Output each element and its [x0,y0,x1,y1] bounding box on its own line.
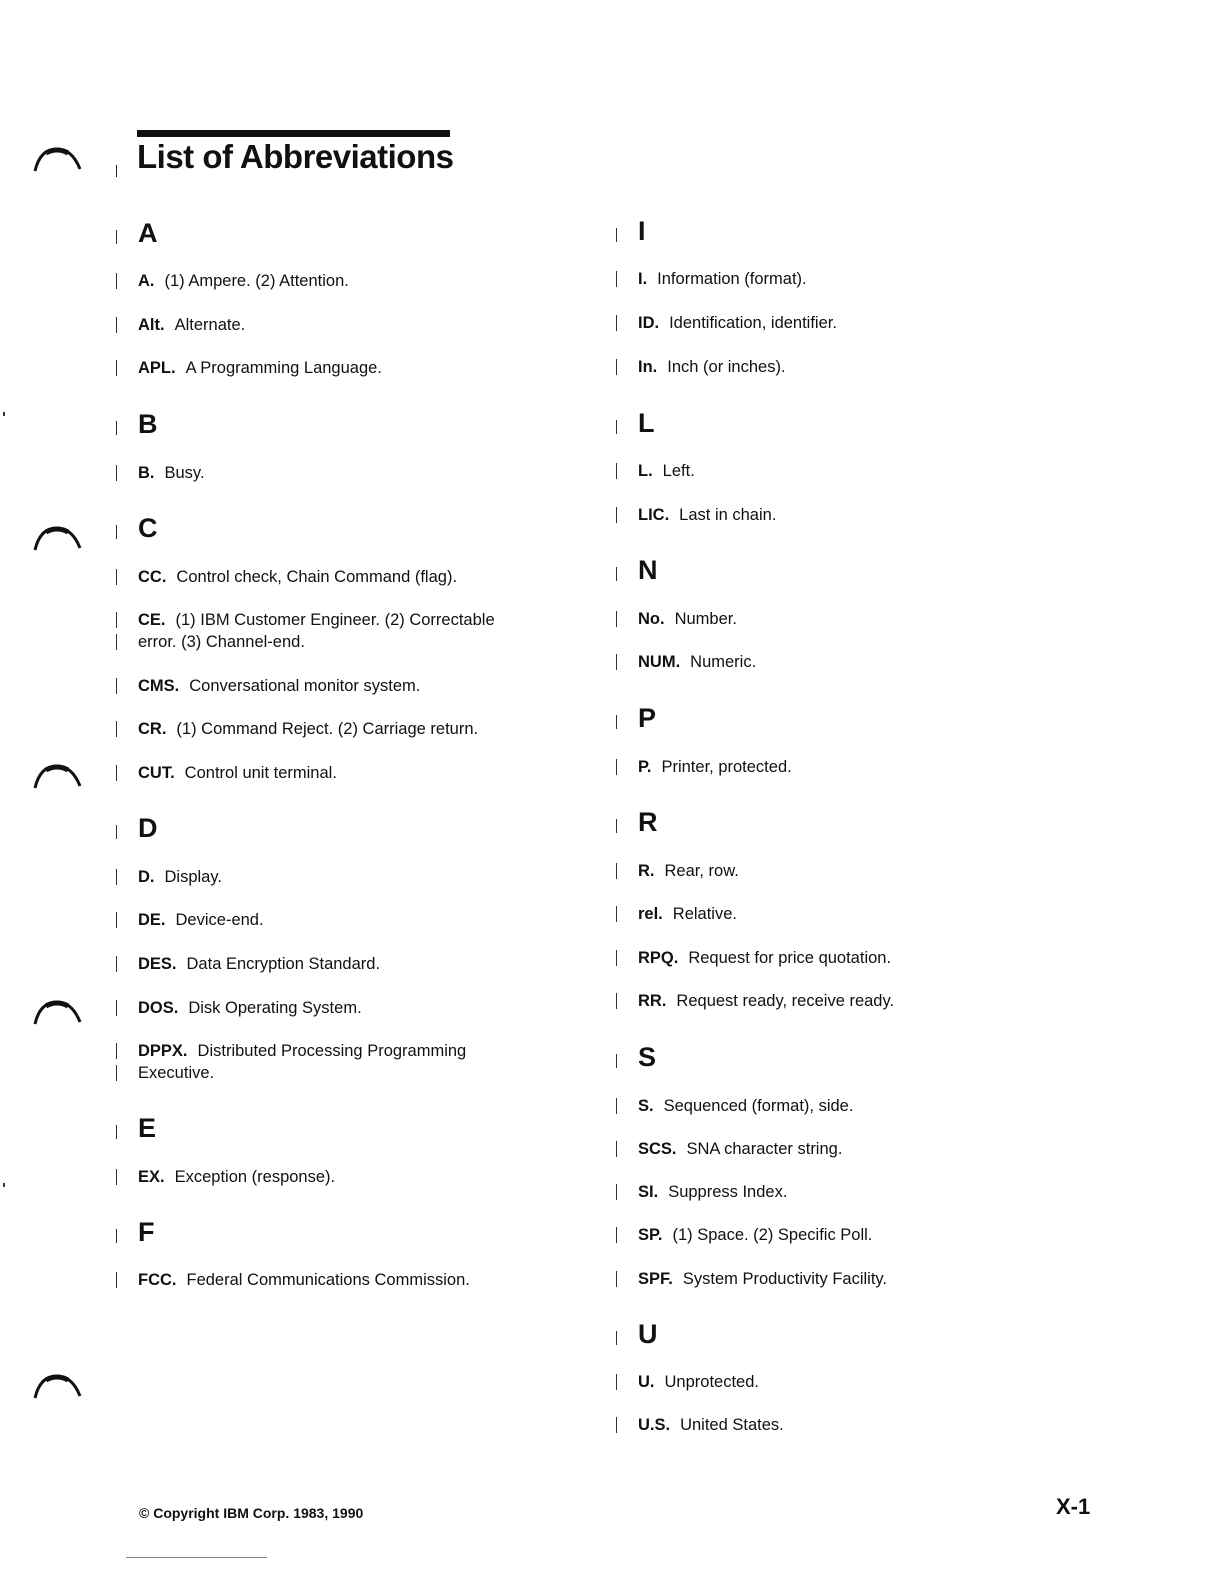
abbreviation-term: DES. [138,955,177,973]
section-letter: I [638,216,646,246]
abbreviation-definition: Executive. [138,1064,215,1082]
abbreviation-definition: Control unit terminal. [184,764,337,782]
section-letter: N [638,555,658,585]
abbreviation-definition: Federal Communications Commission. [186,1271,470,1289]
revision-bar [616,863,617,879]
abbreviation-term: Alt. [138,316,165,334]
revision-bar [616,759,617,775]
abbreviation-term: CUT. [138,764,175,782]
abbreviation-entry [638,1095,853,1117]
revision-bar [616,993,617,1009]
abbreviation-term: NUM. [638,653,681,671]
abbreviation-term: S. [638,1097,654,1115]
abbreviation-term: DOS. [138,999,179,1017]
punch-hole-mark [32,143,82,173]
revision-bar [116,230,117,244]
abbreviation-entry [138,631,305,653]
abbreviation-entry [138,1166,335,1188]
abbreviation-entry [638,756,792,778]
abbreviation-definition: Identification, identifier. [669,314,837,332]
abbreviation-term: RPQ. [638,949,679,967]
revision-bar [116,421,117,435]
revision-bar [116,317,117,333]
section-letter: S [638,1042,657,1072]
abbreviation-term: In. [638,358,658,376]
revision-bar [616,611,617,627]
revision-bar [616,463,617,479]
abbreviation-term: SPF. [638,1270,673,1288]
revision-bar [116,1000,117,1016]
section-letter: A [138,218,158,248]
abbreviation-entry [138,314,245,336]
abbreviation-term: SI. [638,1183,659,1201]
abbreviation-term: RR. [638,992,667,1010]
abbreviation-definition: Distributed Processing Programming [197,1042,467,1060]
abbreviation-definition: Alternate. [174,316,246,334]
abbreviation-entry [138,718,478,740]
abbreviation-definition: error. (3) Channel-end. [138,633,305,651]
revision-bar [616,1098,617,1114]
abbreviation-entry [138,762,337,784]
page-number: X-1 [1056,1494,1091,1519]
revision-bar [116,1272,117,1288]
abbreviation-term: LIC. [638,506,670,524]
revision-bar [616,654,617,670]
revision-bar [116,825,117,839]
revision-bar [616,1054,617,1068]
abbreviation-term: ID. [638,314,660,332]
abbreviation-definition: United States. [680,1416,784,1434]
revision-bar [116,956,117,972]
abbreviation-definition: (1) IBM Customer Engineer. (2) Correctable [175,611,495,629]
abbreviation-definition: Inch (or inches). [667,358,786,376]
abbreviation-definition: Left. [662,462,695,480]
abbreviation-definition: Exception (response). [174,1168,336,1186]
abbreviation-term: B. [138,464,155,482]
scan-speck [3,1183,5,1187]
abbreviation-definition: Request ready, receive ready. [676,992,895,1010]
revision-bar [616,567,617,581]
revision-bar [116,678,117,694]
abbreviation-entry [138,566,457,588]
abbreviation-term: SCS. [638,1140,677,1158]
revision-bar [616,1374,617,1390]
abbreviation-term: CC. [138,568,167,586]
abbreviation-definition: Control check, Chain Command (flag). [176,568,458,586]
revision-bar [616,1184,617,1200]
abbreviation-term: D. [138,868,155,886]
abbreviation-definition: Device-end. [175,911,264,929]
bottom-rule [126,1557,267,1558]
abbreviation-entry [138,997,362,1019]
revision-bar [116,1065,117,1081]
section-letter: F [138,1217,155,1247]
scan-speck [3,412,5,416]
abbreviation-entry [138,1040,466,1062]
revision-bar [116,525,117,539]
revision-bar [116,721,117,737]
abbreviation-entry [638,1268,887,1290]
abbreviation-term: U. [638,1373,655,1391]
copyright-notice: © Copyright IBM Corp. 1983, 1990 [139,1505,364,1521]
abbreviation-definition: Sequenced (format), side. [663,1097,854,1115]
revision-bar [116,165,117,177]
section-letter: P [638,703,657,733]
abbreviation-entry [138,270,349,292]
revision-bar [616,819,617,833]
revision-bar [616,420,617,434]
revision-bar [116,1169,117,1185]
punch-hole-mark [32,1370,82,1400]
revision-bar [116,912,117,928]
abbreviation-entry [138,675,420,697]
abbreviation-definition: Information (format). [657,270,807,288]
abbreviation-entry [138,1062,214,1084]
abbreviation-definition: Display. [164,868,222,886]
abbreviation-term: CR. [138,720,167,738]
abbreviation-term: No. [638,610,665,628]
revision-bar [616,359,617,375]
section-letter: R [638,807,658,837]
abbreviation-term: DE. [138,911,166,929]
revision-bar [116,273,117,289]
abbreviation-term: APL. [138,359,176,377]
section-letter: B [138,409,158,439]
abbreviation-definition: Unprotected. [664,1373,759,1391]
revision-bar [616,1227,617,1243]
revision-bar [616,271,617,287]
revision-bar [116,612,117,628]
abbreviation-entry [638,990,894,1012]
revision-bar [116,1043,117,1059]
abbreviation-entry [138,953,380,975]
abbreviation-entry [638,1181,787,1203]
punch-hole-mark [32,522,82,552]
abbreviation-definition: (1) Space. (2) Specific Poll. [672,1226,873,1244]
abbreviation-definition: Number. [674,610,737,628]
abbreviation-definition: Printer, protected. [661,758,792,776]
revision-bar [116,465,117,481]
abbreviation-definition: Request for price quotation. [688,949,892,967]
abbreviation-entry [638,860,739,882]
revision-bar [616,1417,617,1433]
abbreviation-definition: Busy. [164,464,205,482]
abbreviation-entry [638,947,891,969]
abbreviation-entry [638,504,776,526]
abbreviation-term: rel. [638,905,663,923]
revision-bar [116,360,117,376]
abbreviation-definition: Rear, row. [664,862,739,880]
section-letter: E [138,1113,157,1143]
abbreviation-entry [138,1269,470,1291]
section-letter: U [638,1319,658,1349]
abbreviation-definition: A Programming Language. [185,359,382,377]
abbreviation-definition: Conversational monitor system. [189,677,421,695]
abbreviation-entry [638,651,756,673]
abbreviation-definition: SNA character string. [686,1140,843,1158]
revision-bar [116,634,117,650]
abbreviation-entry [638,608,737,630]
abbreviation-definition: (1) Ampere. (2) Attention. [164,272,349,290]
abbreviation-term: SP. [638,1226,663,1244]
abbreviation-term: A. [138,272,155,290]
abbreviation-entry [638,268,807,290]
abbreviation-entry [638,1138,842,1160]
revision-bar [616,715,617,729]
abbreviation-term: I. [638,270,648,288]
revision-bar [616,950,617,966]
revision-bar [616,1141,617,1157]
abbreviation-term: EX. [138,1168,165,1186]
abbreviation-entry [138,462,205,484]
section-letter: L [638,408,655,438]
abbreviation-definition: Suppress Index. [668,1183,788,1201]
revision-bar [616,906,617,922]
revision-bar [116,569,117,585]
abbreviation-entry [638,356,786,378]
abbreviation-entry [138,357,382,379]
revision-bar [616,1271,617,1287]
revision-bar [116,1125,117,1139]
abbreviation-term: L. [638,462,653,480]
abbreviation-entry [138,609,495,631]
revision-bar [616,507,617,523]
abbreviation-entry [638,1224,872,1246]
section-letter: C [138,513,158,543]
abbreviation-term: CMS. [138,677,180,695]
abbreviation-entry [638,460,695,482]
section-letter: D [138,813,158,843]
abbreviation-definition: System Productivity Facility. [682,1270,888,1288]
abbreviation-definition: Data Encryption Standard. [186,955,381,973]
abbreviation-term: U.S. [638,1416,671,1434]
abbreviation-definition: Disk Operating System. [188,999,362,1017]
abbreviation-definition: Relative. [672,905,737,923]
abbreviation-entry [138,909,264,931]
revision-bar [616,228,617,242]
abbreviation-entry [638,312,837,334]
revision-bar [116,765,117,781]
abbreviation-definition: Numeric. [690,653,757,671]
revision-bar [616,315,617,331]
abbreviation-term: DPPX. [138,1042,188,1060]
punch-hole-mark [32,760,82,790]
revision-bar [616,1331,617,1345]
abbreviation-term: FCC. [138,1271,177,1289]
abbreviation-term: CE. [138,611,166,629]
abbreviation-entry [638,903,737,925]
abbreviation-entry [638,1414,784,1436]
abbreviation-entry [638,1371,759,1393]
title-rule [137,130,450,137]
punch-hole-mark [32,996,82,1026]
revision-bar [116,869,117,885]
abbreviation-definition: Last in chain. [679,506,777,524]
abbreviation-term: P. [638,758,652,776]
abbreviation-entry [138,866,222,888]
revision-bar [116,1229,117,1243]
page-title: List of Abbreviations [137,138,454,175]
abbreviation-term: R. [638,862,655,880]
abbreviation-definition: (1) Command Reject. (2) Carriage return. [176,720,479,738]
